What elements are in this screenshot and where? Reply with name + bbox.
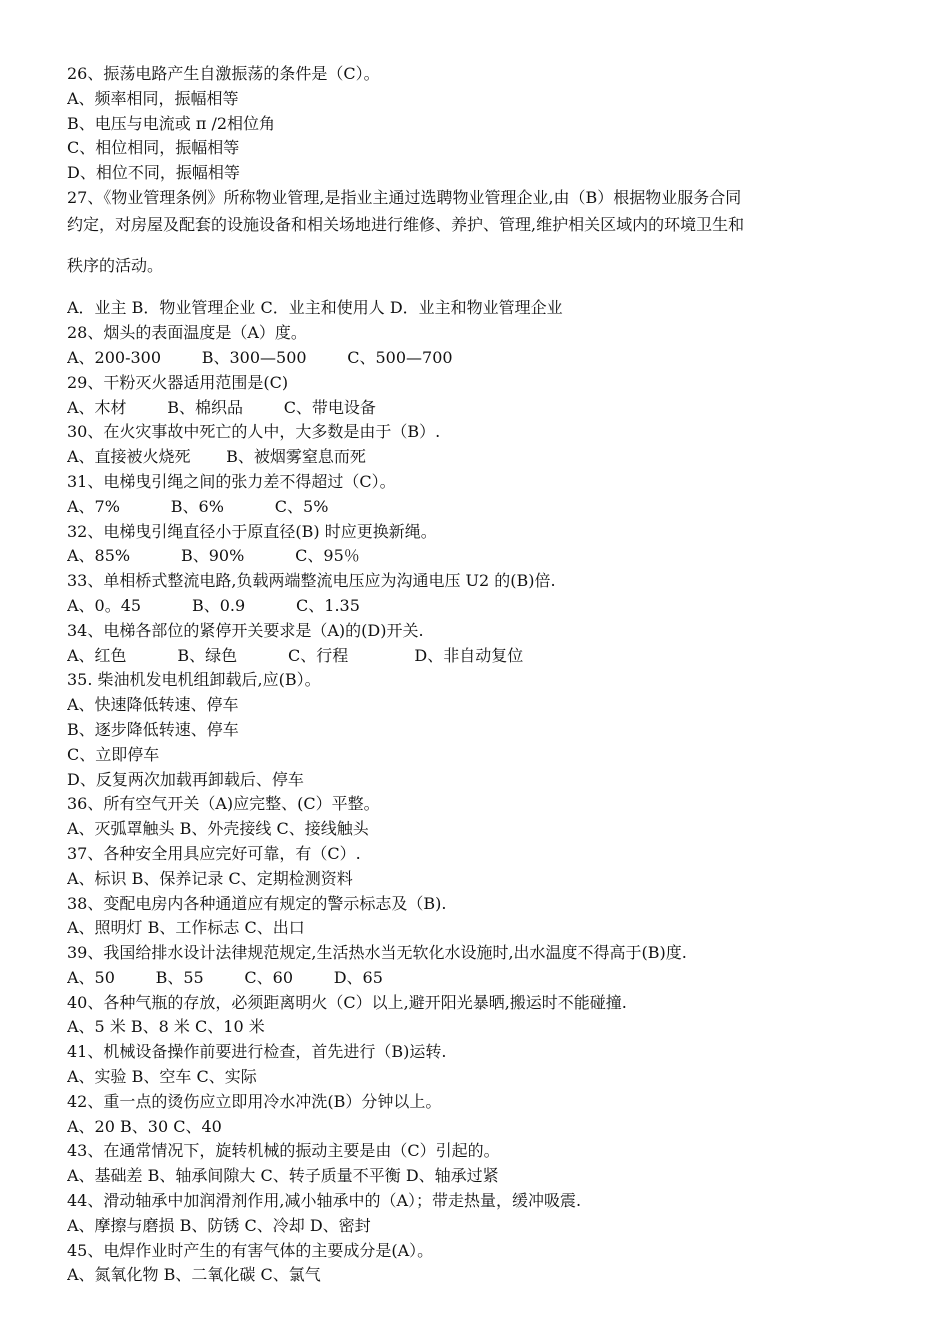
option-line: A、频率相同，振幅相等	[67, 88, 239, 108]
question-35: 35. 柴油机发电机组卸载后,应(B）。	[67, 670, 321, 690]
option-line: A、200-300 B、300—500 C、500—700	[67, 347, 453, 367]
option-line: A、20 B、30 C、40	[67, 1116, 222, 1136]
question-36: 36、所有空气开关（A)应完整、(C）平整。	[67, 794, 380, 814]
option-line: A、灭弧罩触头 B、外壳接线 C、接线触头	[67, 819, 369, 839]
option-line: A、氮氧化物 B、二氧化碳 C、氯气	[67, 1265, 321, 1285]
option-line: D、反复两次加载再卸载后、停车	[67, 769, 304, 789]
option-line: A、85% B、90% C、95％	[67, 546, 360, 566]
question-33: 33、单相桥式整流电路,负载两端整流电压应为沟通电压 U2 的(B)倍.	[67, 571, 556, 591]
question-38: 38、变配电房内各种通道应有规定的警示标志及（B).	[67, 893, 447, 913]
question-42: 42、重一点的烫伤应立即用冷水冲洗(B）分钟以上。	[67, 1091, 442, 1111]
option-line: A、50 B、55 C、60 D、65	[67, 967, 383, 987]
question-34: 34、电梯各部位的紧停开关要求是（A)的(D)开关.	[67, 620, 424, 640]
option-line: D、相位不同，振幅相等	[67, 163, 240, 183]
option-line: C、立即停车	[67, 744, 160, 764]
option-line: A、基础差 B、轴承间隙大 C、转子质量不平衡 D、轴承过紧	[67, 1166, 499, 1186]
question-29: 29、干粉灭火器适用范围是(C)	[67, 372, 289, 392]
option-line: A、7% B、6% C、5%	[67, 496, 329, 516]
option-line: A、标识 B、保养记录 C、定期检测资料	[67, 868, 353, 888]
question-40: 40、各种气瓶的存放，必须距离明火（C）以上,避开阳光暴晒,搬运时不能碰撞.	[67, 992, 627, 1012]
question-45: 45、电焊作业时产生的有害气体的主要成分是(A）。	[67, 1240, 434, 1260]
question-28: 28、烟头的表面温度是（A）度。	[67, 323, 307, 343]
option-line: B、逐步降低转速、停车	[67, 719, 239, 739]
question-41: 41、机械设备操作前要进行检查，首先进行（B)运转.	[67, 1042, 447, 1062]
question-37: 37、各种安全用具应完好可靠，有（C）.	[67, 843, 361, 863]
option-line: A．业主 B．物业管理企业 C．业主和使用人 D．业主和物业管理企业	[67, 298, 563, 318]
question-44: 44、滑动轴承中加润滑剂作用,减小轴承中的（A）；带走热量，缓冲吸震.	[67, 1191, 582, 1211]
question-31: 31、电梯曳引绳之间的张力差不得超过（C）。	[67, 471, 396, 491]
question-27: 27、《物业管理条例》所称物业管理,是指业主通过选聘物业管理企业,由（B）根据物业服务合同	[67, 187, 742, 207]
question-39: 39、我国给排水设计法律规范规定,生活热水当无软化水设施时,出水温度不得高于(B)度.	[67, 943, 687, 963]
question-26: 26、振荡电路产生自激振荡的条件是（C）。	[67, 64, 380, 83]
option-line: A、木材 B、棉织品 C、带电设备	[67, 397, 376, 417]
option-line: A、0。45 B、0.9 C、1.35	[67, 595, 360, 615]
option-line: A、5 米 B、8 米 C、10 米	[67, 1017, 265, 1037]
option-line: A、实验 B、空车 C、实际	[67, 1067, 257, 1087]
question-27-cont: 秩序的活动。	[67, 255, 164, 275]
question-30: 30、在火灾事故中死亡的人中，大多数是由于（B）.	[67, 422, 441, 442]
option-line: A、快速降低转速、停车	[67, 695, 239, 715]
option-line: B、电压与电流或 π /2相位角	[67, 113, 276, 133]
option-line: A、红色 B、绿色 C、行程 D、非自动复位	[67, 645, 524, 665]
option-line: A、直接被火烧死 B、被烟雾窒息而死	[67, 447, 366, 467]
option-line: A、照明灯 B、工作标志 C、出口	[67, 918, 305, 938]
option-line: C、相位相同，振幅相等	[67, 138, 240, 158]
option-line: A、摩擦与磨损 B、防锈 C、冷却 D、密封	[67, 1215, 371, 1235]
question-43: 43、在通常情况下，旋转机械的振动主要是由（C）引起的。	[67, 1141, 500, 1161]
question-27-cont: 约定，对房屋及配套的设施设备和相关场地进行维修、养护、管理,维护相关区域内的环境卫生和	[67, 214, 745, 234]
question-32: 32、电梯曳引绳直径小于原直径(B) 时应更换新绳。	[67, 521, 437, 541]
